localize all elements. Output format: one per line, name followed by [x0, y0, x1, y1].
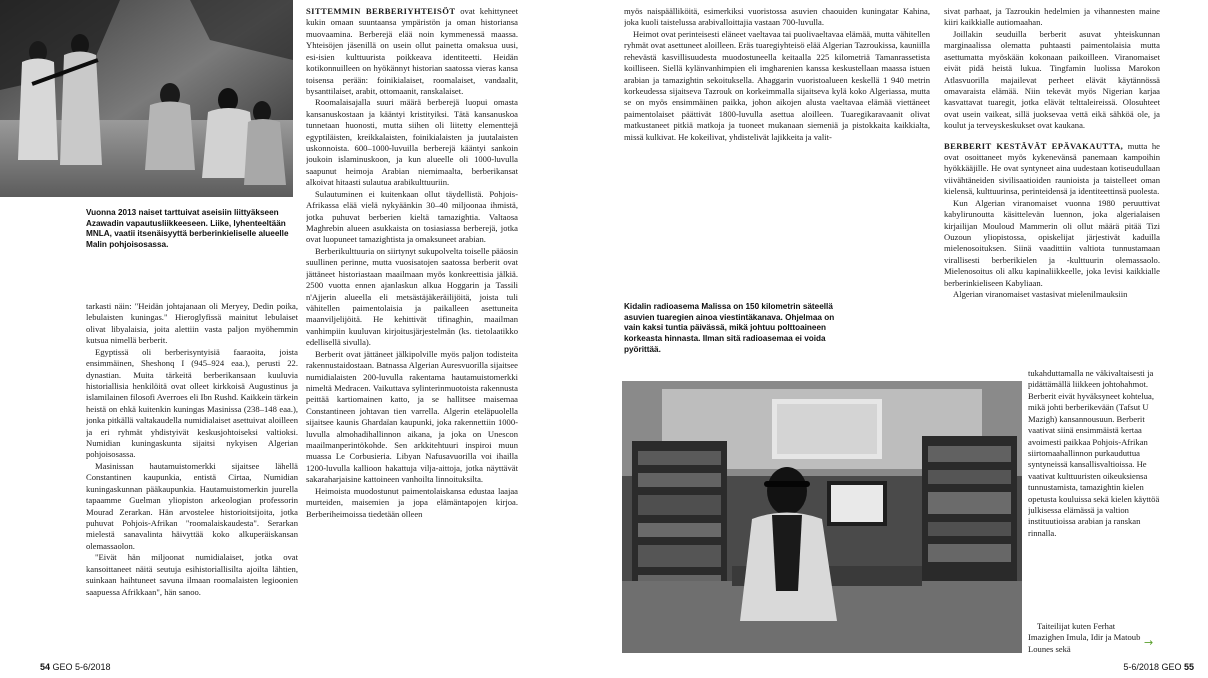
paragraph: Berberit ovat jättäneet jälkipolville myös paljon todisteita rakennustaidostaan. Batnassa Algerian Auresvuorilla sijaitsee numidialaisten 200-luvulla rakentama hautamuistomerkki nimeltä Medracen. Vaikuttava sylinterinmuotoista rakennusta peittää kartiomainen katto, ja se hallitsee maisemaa Constantineen johtavan tien varrella. Algerin eteläpuolella sijaitsee kaunis Ghardaïan kaupunki, joka rakennettiin 1000-luvulla almohadihallinnon aikana, ja joka on Unescon maailmanperintökohde. Sen arkkitehtuuri inspiroi muun muassa Le Corbusieria. Libyan Nafusavuorilla voi ihailla 1200-luvulla kallioon hakattuja vilja-aittoja, jotka näyttävät sakaraharjaisine kattoineen vanhoilta linnoituksilta. — [306, 348, 518, 485]
paragraph: tarkasti näin: "Heidän johtajanaan oli Meryey, Dedin poika, lebulaisten kuningas." Hieroglyfissä mainitut lebulaiset olivat libyalaisia, joita alettiin vasta paljon myöhemmin kutsua nimellä berberit. — [86, 301, 298, 346]
page-number-right: 55 — [1183, 662, 1194, 672]
page-folio-left — [40, 662, 111, 672]
issue-left: GEO 5-6/2018 — [52, 662, 111, 672]
continue-arrow-icon: → — [1144, 636, 1154, 649]
photo-radio-station-image — [622, 381, 1022, 653]
page-number-left: 54 — [40, 662, 51, 672]
paragraph: Sulautuminen ei kuitenkaan ollut täydellistä. Pohjois-Afrikassa elää vielä nykyäänkin 30–40 miljoonaa ihmistä, jotka puhuvat berberien kieltä tamazightia. Valtaosa Maghrebin alueen asukkaista on tosiasiassa berberejä, jotka ovat luopuneet tamazightista ja omaksuneet arabian. — [306, 188, 518, 245]
article-column-1 — [86, 301, 298, 653]
section-lead: BERBERIT KESTÄVÄT EPÄVAKAUTTA, — [944, 140, 1124, 151]
section-lead: SITTEMMIN BERBERIYHTEISÖT — [306, 6, 456, 16]
article-column-4-narrow — [1028, 368, 1160, 620]
paragraph — [306, 6, 518, 97]
paragraph: Heimoista muodostunut paimentolaiskansa edustaa laajaa murteiden, maisemien ja jopa elämäntapojen kirjoa. Berberiheimoissa tiedetään olleen — [306, 485, 518, 519]
issue-right: 5-6/2018 GEO — [1123, 662, 1182, 672]
paragraph: tukahduttamalla ne väkivaltaisesti ja pidättämällä liikkeen johtohahmot. Berberit eivät hyväksyneet kohtelua, mikä johti berberikevään (Tafsut U Mazigh) kansannousuun. Berberit vaativat siinä ensimmäistä kertaa avoimesti paikkaa Pohjois-Afrikan siirtomaahallinnon purkauduttua syntyneissä kansallisvaltioissa. He vaativat kulttuuristen oikeuksiensa tunnustamista, tamazightin kielen opetusta kouluissa sekä kielen käyttöä julkisessa elämässä ja valtion instituutioissa arabian ja ranskan rinnalla. — [1028, 368, 1160, 538]
page-folio-right — [1123, 662, 1194, 672]
paragraph: sivat parhaat, ja Tazroukin hedelmien ja vihannesten maine kiiri kaikkialle autiomaahan. — [944, 6, 1160, 28]
paragraph: myös naispäälliköitä, esimerkiksi vuoristossa asuvien chaouiden kuningatar Kahina, joka kuoli taistelussa arabivalloittajia vastaan 700-luvulla. — [624, 6, 930, 28]
paragraph: Joillakin seuduilla berberit asuvat yhteiskunnan marginaalissa olematta puhtaasti paimentolaisia mutta asettumatta myöskään kokonaan paikoilleen. Viranomaiset eivät pidä heistä lukua. Tingfamin luolissa Marokon Atlasvuorilla majailevat perheet elävät käytännössä omavaraista elämää. Niin tekevät myös Nigerian karjaa kasvattavat tuaregit, jotka elävät telttaleireissä. Olosuhteet ovat usein vaikeat, sillä juoksevaa vettä eikä sähköä ole, ja koulut ja terveyskeskukset ovat kaukana. — [944, 28, 1160, 131]
article-column-3 — [624, 6, 930, 252]
paragraph-text: mutta he ovat osoittaneet myös kykenevänsä panemaan kampoihin hyökkääjille. He ovat syntyneet aina uudestaan kotiseudullaan viivähtäneiden sivilisaatioiden raunioista ja taistelleet oman kielensä, kulttuurinsa, perinteidensä ja identiteettinsä puolesta. — [944, 140, 1160, 197]
paragraph: Kun Algerian viranomaiset vuonna 1980 peruuttivat kabylirunoutta käsittelevän luennon, joka algerialaisen kirjailijan Mouloud Mammerin oli ollut määrä pitää Tizi Ouzoun yliopistossa, opiskelijat järjestivät kaduilla mielenosoituksen. Siinä vaadittiin valtiota tunnustamaan virallisesti berberikielen ja -kulttuurin olemassaolo. Mielenosoitus oli alku kapinaliikkeelle, joka levisi kaikkialle berberinkieliseen Kabyliaan. — [944, 197, 1160, 288]
photo-caption-left: Vuonna 2013 naiset tarttuivat aseisiin liittyäkseen Azawadin vapautusliikkeeseen. Liike, lyhenteeltään MNLA, vaatii itsenäisyyttä berberinkieliselle alueelle Malin pohjoisosassa. — [86, 208, 289, 249]
paragraph: Egyptissä oli berberisyntyisiä faaraoita, joista ensimmäinen, Sheshonq I (945–924 eaa.), perusti 22. dynastian. Muita tärkeitä berberikansaan kuuluvia historiallisia henkilöitä ovat olleet kirkkoisä Augustinus ja islamilainen filosofi Averroes eli Ibn Rushd. Kaikkein tärkein heistä on ehkä kuitenkin kuningas Masinissa (238–148 eaa.), jonka pitkällä valtakaudella numidialaiset asettuivat aloilleen ja eri ryhmät yhdistyivät keskusjohtoiseksi valtioksi. Numidian kuningaskunta sijaitsi nykyisen Algerian pohjoisosassa. — [86, 346, 298, 460]
paragraph: Roomalaisajalla suuri määrä berberejä luopui omasta kansanuskostaan ja kääntyi kristityiksi. Tätä kansanuskoa tunnetaan huonosti, mutta siihen oli liitetty elementtejä egyptiläisten, kreikkalaisten, foinikialaisten ja juutalaisten uskonnoista. 600–1000-luvuilla berberejä kääntyi sankoin joukoin islaminuskoon, ja kun alueelle oli 1000-luvulla saapunut heimoja Arabian niemimaalta, berberikansat alkoivat hitaasti sulautua arabikulttuuriin. — [306, 97, 518, 188]
paragraph: Algerian viranomaiset vastasivat mielenilmauksiin — [953, 289, 1128, 300]
article-column-4 — [944, 6, 1160, 356]
paragraph: Taiteilijat kuten Ferhat Imazighen Imula, Idir ja Matoub Lounes sekä — [1028, 621, 1141, 654]
photo-radio-station — [622, 381, 1022, 653]
paragraph-text: ovat kehittyneet kukin omaan suuntaansa ympäristön ja oman historiansa muovaamina. Berberejä elää noin kymmenessä maassa. Yhteisöjen jäsenillä on usein ollut painetta omaksua uusi, esi-isien kulttuurista poikkeava identiteetti. Heidän kotikonnuilleen on hyökännyt historian saatossa vieras kansa toisensa perään: foinikialaiset, roomalaiset, vandaalit, bysanttilaiset, arabit, ottomaanit, ranskalaiset. — [306, 6, 518, 96]
paragraph: "Eivät hän miljoonat numidialaiset, jotka ovat kansoittaneet näitä seutuja esihistoriallisilta ajoilta lähtien, suinkaan haihtuneet savuna ilmaan roomalaisten legioonien saapuessa Afrikkaan", hän sanoo. — [86, 552, 298, 597]
photo-armed-women — [0, 0, 293, 197]
photo-caption-right: Kidalin radioasema Malissa on 150 kilometrin säteellä asuvien tuaregien ainoa viestintäkanava. Ohjelmaa on vain kaksi tuntia päivässä, mikä johtuu polttoaineen korkeasta hinnasta. Ilman sitä radioasemaa ei voida pyörittää. — [624, 302, 835, 354]
article-column-4-end — [1028, 621, 1144, 655]
paragraph — [944, 141, 1160, 198]
article-column-2 — [306, 6, 518, 652]
paragraph: Berberikulttuuria on siirtynyt sukupolvelta toiselle pääosin suullinen perinne, mutta vuosisatojen saatossa berberit ovat jättäneet historiastaan maailmaan myös konkreettisia jälkiä. 2500 vuotta ennen ajanlaskun alkua Hoggarin ja Tassili n'Ajjerin alueella eli metsästäjäkeräilijöitä, joista tuli vähitellen paimentolaisia ja paikalleen asettuneita maanviljelijöitä. He kehittivät tifinaghin, maailman vanhimpiin kuuluvan kirjoitusjärjestelmän (ks. tietolaatikko edellisellä sivulla). — [306, 245, 518, 348]
paragraph: Heimot ovat perinteisesti eläneet vaeltavaa tai puolivaeltavaa elämää, mutta vähitellen ryhmät ovat asettuneet aloilleen. Eräs tuaregiyhteisö elää Algerian Tazroukissa, kauniilla rehevästä kasvillisuudesta muodostuneella keitaalla 225 kilometriä Tamanrassetista koilliseen. Siellä kylänvanhimpien eli imgharenien kanssa keskustellaan maassa istuen arabian ja tamazightin sekoituksella. Ahaggarin vuoristoalueen keskellä 1 940 metrin korkeudessa sijaitseva Tazrouk on korkeimmalla sijaitseva kylä koko Algeriassa, mutta se on myös ensimmäinen paikka, johon aikojen alusta vaeltavaa elämää viettäneet paimentolaiset päättivät 1800-luvulla asettua aloilleen. Tuaregikaravaanit olivat matkustaneet pitkiä matkoja ja tuoneet mukanaan siemeniä ja pistokkaita kaikkialta, missä kulkivat. He kokeilivat, yhdistelivät lajikkeita ja valit- — [624, 28, 930, 142]
photo-armed-women-image — [0, 0, 293, 197]
paragraph: Masinissan hautamuistomerkki sijaitsee lähellä Constantinen kaupunkia, entistä Cirtaa, Numidian kuningaskunnan pääkaupunkia. Hautamuistomerkin juurella tapaamme Guelman yliopiston arkeologian professorin Mourad Zerarkan. Hän arvostelee historioitsijoita, jotka puhuvat Pohjois-Afrikan "roomalaiskaudesta". Serarkan mielestä sanavalinta häivyttää koko alkuperäiskansan olemassaolon. — [86, 460, 298, 551]
